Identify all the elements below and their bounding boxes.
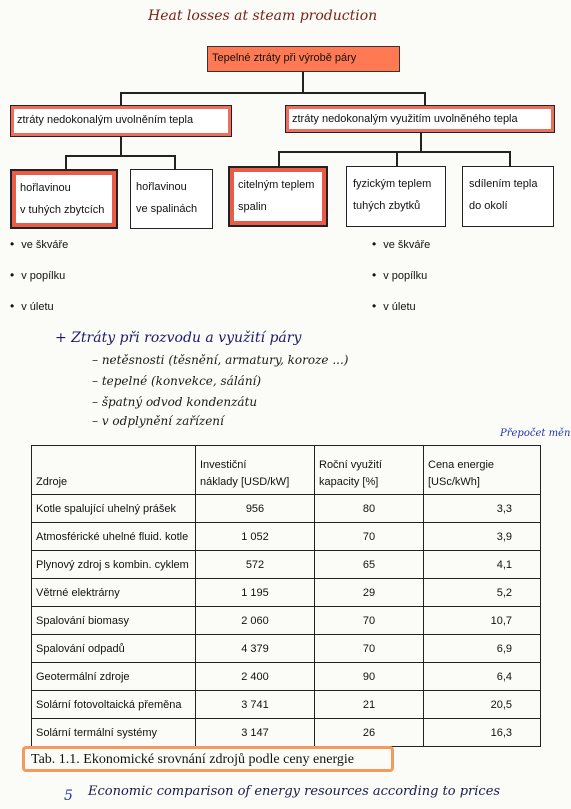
connector (420, 133, 422, 151)
caption-text: Tab. 1.1. Ekonomické srovnání zdrojů podle ceny energie (31, 752, 354, 767)
connector (396, 151, 398, 166)
diagram-leaf (130, 169, 213, 229)
list-item: • v popílku (372, 268, 427, 282)
table-row: Geotermální zdroje 2 400 90 6,4 (32, 663, 541, 691)
table-row: Spalování odpadů 4 379 70 6,9 (32, 635, 541, 663)
handwritten-item: – netěsnosti (těsnění, armatury, koroze ...) (92, 353, 349, 367)
table-header-row (32, 446, 541, 495)
diagram-root (207, 46, 400, 72)
right-branch-label: ztráty nedokonalým využitím uvolněného tepla (292, 113, 518, 125)
header-cell: Roční využití kapacity [%] (315, 446, 424, 495)
leaf-line: hořlavinou (136, 181, 187, 193)
header-cell: Zdroje (32, 446, 196, 495)
table-row: Atmosférické uhelné fluid. kotle 1 052 70 3,9 (32, 523, 541, 551)
diagram-root-label: Tepelné ztráty při výrobě páry (212, 52, 357, 64)
connector (278, 151, 510, 153)
page-marker: 5 (64, 788, 73, 804)
header-cell: Investiční náklady [USD/kW] (196, 446, 315, 495)
handwritten-item: – špatný odvod kondenzátu (92, 395, 258, 409)
table-row: Kotle spalující uhelný prášek 956 80 3,3 (32, 495, 541, 523)
diagram-leaf (462, 166, 554, 227)
handwritten-list-title: + Ztráty při rozvodu a využití páry (55, 330, 302, 346)
list-item: • ve škváře (372, 237, 430, 251)
table-row: Plynový zdroj s kombin. cyklem 572 65 4,1 (32, 551, 541, 579)
leaf-line: v tuhých zbytcích (20, 204, 105, 216)
table-row: Solární fotovoltaická přeměna 3 741 21 20,5 (32, 691, 541, 719)
leaf-line: ve spalinách (136, 203, 198, 215)
handwritten-item: – tepelné (konvekce, sálání) (92, 374, 262, 388)
handwritten-title: Heat losses at steam production (148, 8, 378, 24)
diagram-leaf (346, 166, 446, 227)
diagram-right-branch (285, 105, 555, 133)
table-row: Větrné elektrárny 1 195 29 5,2 (32, 579, 541, 607)
connector (120, 92, 122, 105)
list-item: • v popílku (10, 268, 65, 282)
connector (120, 137, 122, 155)
list-item: • v úletu (10, 299, 54, 313)
diagram-leaf (228, 166, 328, 227)
connector (302, 72, 304, 92)
connector (65, 155, 67, 169)
connector (278, 151, 280, 166)
handwritten-caption: Economic comparison of energy resources according to prices (88, 784, 501, 799)
handwritten-note: Přepočet měn (500, 428, 571, 439)
diagram-left-branch (10, 105, 232, 137)
header-cell: Cena energie [USc/kWh] (424, 446, 541, 495)
connector (65, 155, 175, 157)
leaf-line: fyzickým teplem (353, 178, 432, 190)
list-item: • ve škváře (10, 237, 68, 251)
leaf-line: tuhých zbytků (353, 200, 421, 212)
table-caption (22, 746, 394, 772)
leaf-line: spalin (238, 201, 267, 213)
leaf-line: do okolí (469, 200, 508, 212)
connector (174, 155, 176, 169)
connector (424, 92, 426, 105)
energy-cost-table (31, 445, 541, 747)
leaf-line: hořlavinou (20, 182, 71, 194)
handwritten-item: – v odplynění zařízení (92, 414, 224, 428)
diagram-leaf (10, 169, 118, 229)
connector (120, 92, 425, 94)
table-row: Solární termální systémy 3 147 26 16,3 (32, 719, 541, 747)
leaf-line: sdílením tepla (469, 178, 538, 190)
list-item: • v úletu (372, 299, 416, 313)
left-branch-label: ztráty nedokonalým uvolněním tepla (17, 114, 194, 126)
table-row: Spalování biomasy 2 060 70 10,7 (32, 607, 541, 635)
leaf-line: citelným teplem (238, 179, 315, 191)
connector (509, 151, 511, 166)
